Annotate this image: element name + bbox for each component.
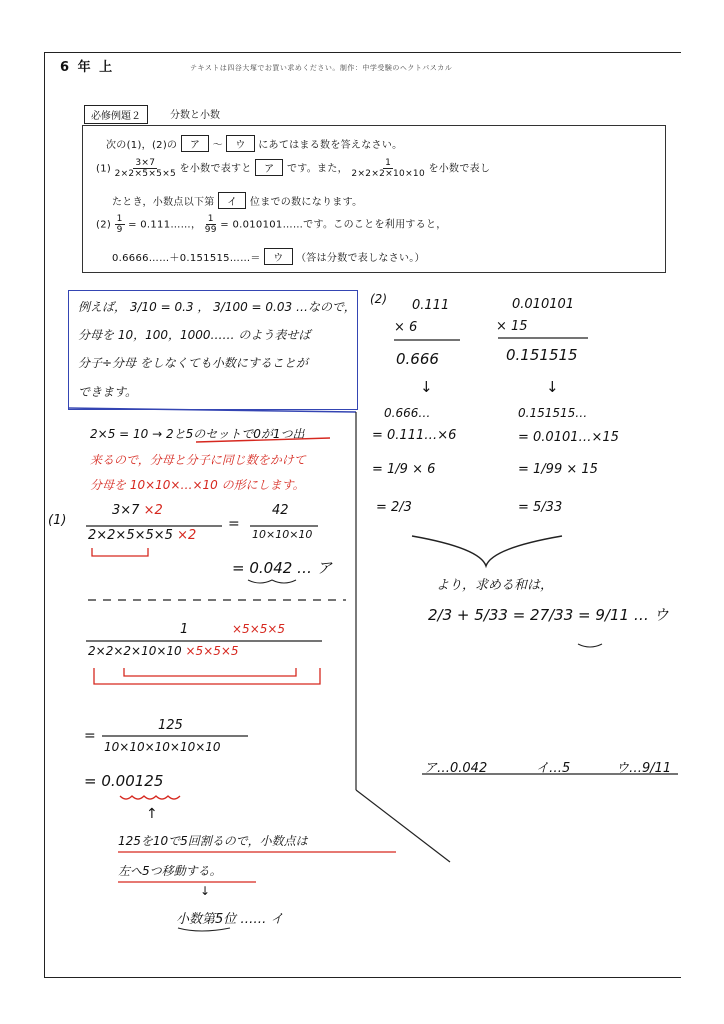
- p1-mid: を小数で表すと: [179, 163, 252, 175]
- p2-eq1: = 0.111……，: [128, 219, 202, 231]
- sol2-m2-top: 0.010101: [512, 297, 575, 312]
- grade-label: 6 年 上: [60, 60, 115, 75]
- sol1-f2-den-red: ×5×5×5: [185, 644, 239, 658]
- p2-label: (2): [96, 219, 112, 231]
- blue-divider: [68, 408, 356, 412]
- sol2-r3: = 1/99 × 15: [518, 462, 598, 477]
- p1-line2-pre: たとき，小数点以下第: [112, 197, 215, 208]
- final-underline: [178, 928, 230, 931]
- sol2-sum: 2/3 + 5/33 = 27/33 = 9/11 … ウ: [428, 606, 669, 624]
- box-line-4: できます。: [78, 385, 138, 399]
- sol1-inner-bracket: [124, 668, 296, 676]
- sol1-num-red: ×2: [143, 503, 163, 518]
- sol2-down-right: ↓: [546, 378, 559, 396]
- sol1-f2-num-red: ×5×5×5: [232, 622, 286, 636]
- sol2-l4: = 2/3: [376, 500, 412, 515]
- intro-tilde: ～: [212, 140, 223, 151]
- sol1-eq-num: 42: [272, 503, 289, 518]
- header-note: テキストは四谷大塚でお買い求めください。制作：中学受験のヘクトパスカル: [190, 64, 453, 72]
- sum-underline: [578, 644, 602, 647]
- sol2-down-left: ↓: [420, 378, 433, 396]
- sol2-m1-top: 0.111: [412, 298, 450, 313]
- sol1-den-text: 2×2×5×5×5: [88, 528, 173, 543]
- example-label: 必修例題２: [84, 105, 148, 124]
- blank-a: ア: [255, 159, 283, 176]
- sol1-equals: =: [228, 516, 240, 532]
- sol2-l2: = 0.111…×6: [372, 428, 457, 443]
- p2-f2-num: 1: [207, 214, 214, 224]
- sol1-den-red: ×2: [177, 528, 197, 543]
- sol1-f2-den-text: 2×2×2×10×10: [88, 644, 182, 658]
- p1-num: 3×7: [135, 158, 156, 168]
- box-line-3: 分子÷分母 をしなくても小数にすることが: [78, 356, 308, 370]
- p2-f1-den: 9: [116, 225, 123, 235]
- p2-f1-num: 1: [116, 214, 123, 224]
- p1-line2-post: 位までの数になります。: [249, 197, 363, 208]
- blank-i: イ: [218, 192, 246, 209]
- sol1-wavy-underline: [248, 580, 296, 583]
- box-line-1: 例えば， 3/10 = 0.3 ， 3/100 = 0.03 …なので，: [78, 300, 356, 314]
- sol1-eq-den: 10×10×10: [252, 528, 313, 541]
- sol1-num-text: 3×7: [112, 503, 140, 518]
- p2-line2-post: （答は分数で表しなさい。）: [296, 253, 425, 264]
- blank-a-intro: ア: [181, 135, 209, 152]
- sol2-conclude: より，求める和は，: [436, 578, 554, 593]
- p1-tail: を小数で表し: [428, 163, 491, 175]
- p1-num2: 1: [385, 158, 392, 168]
- decimal-hops: [120, 796, 180, 799]
- sol1-equals2: =: [84, 728, 96, 744]
- sol1-label: (1): [48, 513, 67, 528]
- note-underline: [196, 438, 330, 442]
- p1-label: (1): [96, 163, 112, 175]
- sol2-l1: 0.666…: [384, 406, 431, 420]
- sol2-r1: 0.151515…: [518, 406, 588, 420]
- sol2-m1-mul: × 6: [394, 320, 418, 335]
- p1-den2: 2×2×2×10×10: [351, 169, 425, 179]
- p2-f2-den: 99: [204, 225, 217, 235]
- note-line-1: 2×5 = 10 → 2と5のセットで0が1つ出: [90, 427, 305, 441]
- p2-line2-pre: 0.6666……＋0.151515……＝: [112, 253, 261, 264]
- sol1-f2-num-text: 1: [180, 622, 189, 637]
- answer-u: ウ…9/11: [616, 761, 672, 776]
- sol1-result: = 0.042 … ア: [232, 559, 332, 577]
- sol2-r2: = 0.0101…×15: [518, 430, 619, 445]
- intro-pre: 次の(1)，(2)の: [106, 140, 178, 151]
- intro-post: にあてはまる数を答えなさい。: [258, 140, 403, 151]
- blank-u: ウ: [264, 248, 292, 265]
- p1-den: 2×2×5×5×5: [114, 169, 177, 179]
- p1-mid2: です。また，: [286, 163, 348, 175]
- p2-eq2: = 0.010101……です。このことを利用すると，: [220, 219, 447, 231]
- converge-curve: [412, 536, 562, 566]
- sol2-m2-res: 0.151515: [506, 346, 578, 364]
- sol2-m2-mul: × 15: [496, 319, 528, 334]
- box-line-2: 分母を 10，100，1000…… のよう表せば: [78, 328, 311, 342]
- sol1-expl-2: 左へ5つ移動する。: [118, 864, 222, 878]
- sol1-final: 小数第5位 …… イ: [176, 912, 284, 927]
- blank-u-intro: ウ: [226, 135, 254, 152]
- sol1-pair-bracket: [92, 548, 148, 556]
- sol1-up-arrow: ↑: [146, 806, 158, 822]
- example-title: 分数と小数: [170, 110, 220, 121]
- sol2-label: (2): [370, 292, 387, 306]
- sol1-result2: = 0.00125: [84, 772, 164, 790]
- sol2-m1-res: 0.666: [396, 350, 439, 368]
- note-line-3: 分母を 10×10×…×10 の形にします。: [90, 478, 305, 492]
- sol1-f3-num: 125: [158, 718, 183, 733]
- note-line-2: 来るので，分母と分子に同じ数をかけて: [90, 453, 306, 467]
- sol1-f3-den: 10×10×10×10×10: [104, 740, 221, 754]
- answer-a: ア…0.042: [424, 761, 488, 776]
- diagonal-divider: [356, 790, 450, 862]
- sol1-down-arrow: ↓: [200, 884, 211, 898]
- sol2-l3: = 1/9 × 6: [372, 462, 436, 477]
- sol1-expl-1: 125を10で5回割るので，小数点は: [118, 834, 308, 848]
- sol2-r4: = 5/33: [518, 500, 563, 515]
- answer-i: イ…5: [536, 761, 571, 776]
